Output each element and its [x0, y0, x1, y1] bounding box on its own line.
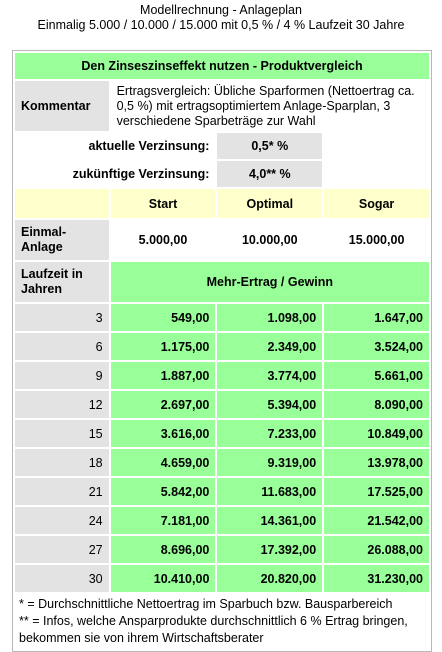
- footnote-1: * = Durchschnittliche Nettoertrag im Sparbuch bzw. Bausparbereich: [19, 597, 393, 611]
- gewinn-cell: 5.661,00: [324, 362, 429, 389]
- year-cell: 15: [15, 420, 109, 447]
- gewinn-cell: 13.978,00: [324, 449, 429, 476]
- gewinn-cell: 4.659,00: [111, 449, 216, 476]
- gewinn-cell: 7.233,00: [217, 420, 322, 447]
- aktuelle-value: 0,5* %: [217, 133, 322, 159]
- einmal-value-optimal: 10.000,00: [241, 233, 298, 247]
- gewinn-cell: 21.542,00: [324, 507, 429, 534]
- gewinn-cell: 1.647,00: [324, 304, 429, 331]
- table-row: [15, 478, 429, 505]
- gewinn-cell: 17.525,00: [324, 478, 429, 505]
- kommentar-label: Kommentar: [15, 81, 109, 131]
- page-title: [0, 0, 442, 33]
- column-header-start: Start: [111, 189, 216, 218]
- gewinn-cell: 1.887,00: [111, 362, 216, 389]
- column-header-optimal: Optimal: [217, 189, 322, 218]
- year-cell: 18: [15, 449, 109, 476]
- zukuenftige-label: zukünftige Verzinsung:: [72, 167, 210, 181]
- title-line-1: Modellrechnung - Anlageplan: [140, 3, 302, 17]
- mehr-ertrag-header: Mehr-Ertrag / Gewinn: [111, 262, 429, 302]
- zukuenftige-value: 4,0** %: [217, 161, 322, 187]
- year-cell: 24: [15, 507, 109, 534]
- footnote-2: ** = Infos, welche Ansparprodukte durchschnittlich 6 % Ertrag bringen, bekommen sie von ihrem Wirtschaftsberater: [19, 614, 408, 645]
- gewinn-cell: 1.175,00: [111, 333, 216, 360]
- gewinn-cell: 5.394,00: [217, 391, 322, 418]
- year-cell: 12: [15, 391, 109, 418]
- table-title: Den Zinseszinseffekt nutzen - Produktvergleich: [15, 53, 429, 79]
- laufzeit-label: Laufzeit in Jahren: [15, 262, 109, 302]
- gewinn-cell: 3.774,00: [217, 362, 322, 389]
- data-rows: [15, 304, 429, 592]
- kommentar-text: Ertragsvergleich: Übliche Sparformen (Nettoertrag ca. 0,5 %) mit ertragsoptimiertem Anlage-Sparplan, 3 verschiedene Sparbeträge zur Wahl: [116, 83, 415, 128]
- table-row: [15, 333, 429, 360]
- title-line-2: Einmalig 5.000 / 10.000 / 15.000 mit 0,5 % / 4 % Laufzeit 30 Jahre: [37, 18, 405, 32]
- gewinn-cell: 2.349,00: [217, 333, 322, 360]
- table-row: [15, 536, 429, 563]
- einmal-value-sogar: 15.000,00: [348, 233, 405, 247]
- gewinn-cell: 8.090,00: [324, 391, 429, 418]
- table-row: [15, 304, 429, 331]
- gewinn-cell: 10.849,00: [324, 420, 429, 447]
- table-row: [15, 391, 429, 418]
- year-cell: 30: [15, 565, 109, 592]
- year-cell: 9: [15, 362, 109, 389]
- table-row: [15, 565, 429, 592]
- year-cell: 3: [15, 304, 109, 331]
- gewinn-cell: 9.319,00: [217, 449, 322, 476]
- gewinn-cell: 11.683,00: [217, 478, 322, 505]
- gewinn-cell: 10.410,00: [111, 565, 216, 592]
- einmal-label: Einmal-Anlage: [15, 220, 109, 260]
- gewinn-cell: 3.616,00: [111, 420, 216, 447]
- gewinn-cell: 3.524,00: [324, 333, 429, 360]
- table-row: [15, 449, 429, 476]
- gewinn-cell: 549,00: [111, 304, 216, 331]
- gewinn-cell: 1.098,00: [217, 304, 322, 331]
- gewinn-cell: 20.820,00: [217, 565, 322, 592]
- gewinn-cell: 7.181,00: [111, 507, 216, 534]
- gewinn-cell: 14.361,00: [217, 507, 322, 534]
- year-cell: 6: [15, 333, 109, 360]
- column-header-sogar: Sogar: [324, 189, 429, 218]
- comparison-table: [12, 50, 432, 652]
- aktuelle-label: aktuelle Verzinsung:: [88, 139, 210, 153]
- gewinn-cell: 17.392,00: [217, 536, 322, 563]
- table-row: [15, 507, 429, 534]
- year-cell: 21: [15, 478, 109, 505]
- gewinn-cell: 2.697,00: [111, 391, 216, 418]
- gewinn-cell: 5.842,00: [111, 478, 216, 505]
- einmal-value-start: 5.000,00: [138, 233, 188, 247]
- gewinn-cell: 8.696,00: [111, 536, 216, 563]
- gewinn-cell: 26.088,00: [324, 536, 429, 563]
- table-row: [15, 362, 429, 389]
- year-cell: 27: [15, 536, 109, 563]
- gewinn-cell: 31.230,00: [324, 565, 429, 592]
- footnotes: [15, 594, 429, 649]
- table-row: [15, 420, 429, 447]
